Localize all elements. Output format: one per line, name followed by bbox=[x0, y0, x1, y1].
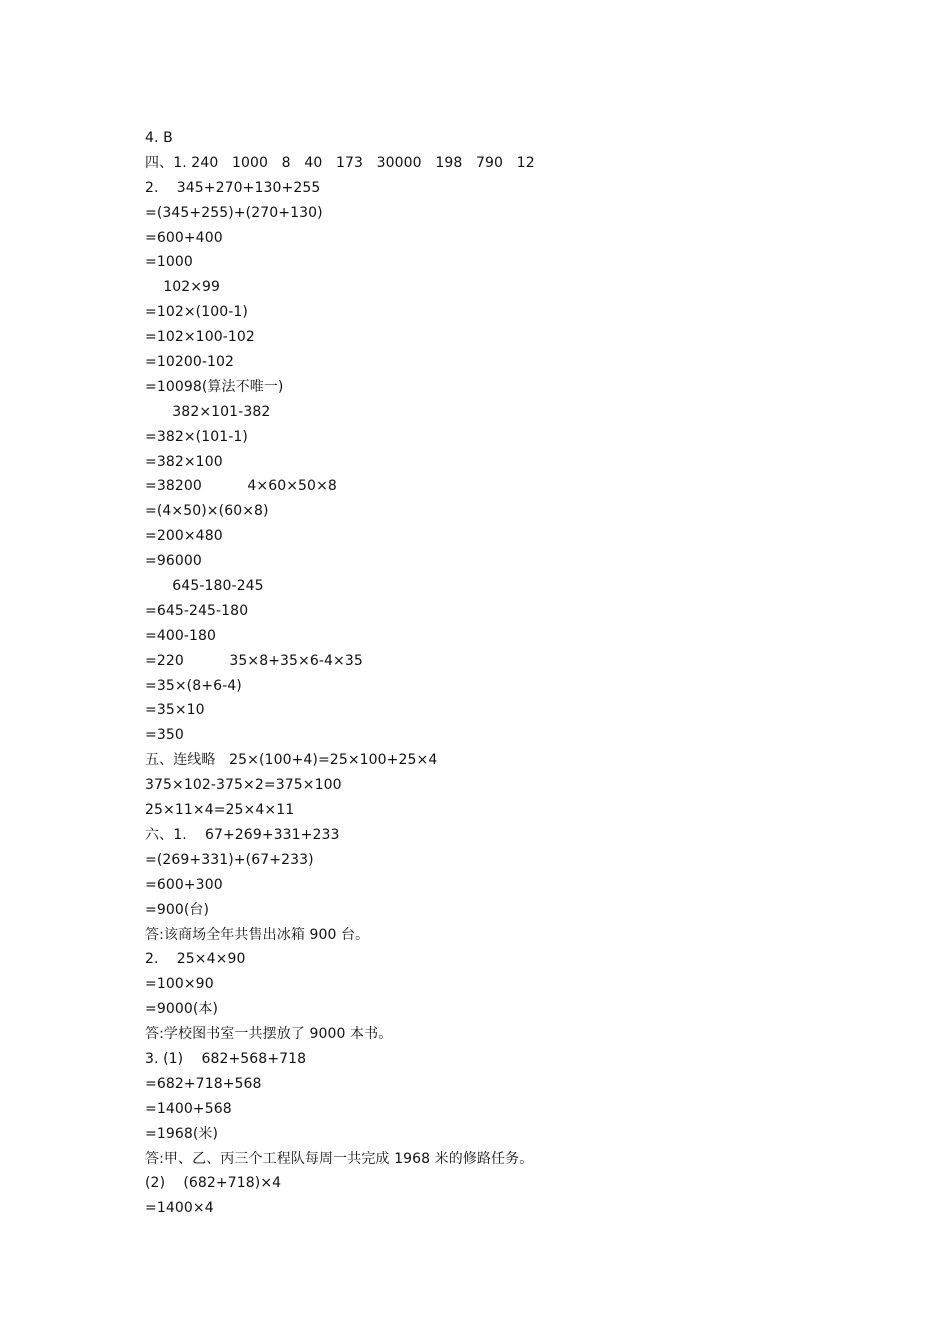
text-line: =10098(算法不唯一) bbox=[145, 378, 284, 395]
text-line: =200×480 bbox=[145, 528, 223, 545]
text-line: 五、连线略 25×(100+4)=25×100+25×4 bbox=[145, 752, 438, 769]
text-line: =600+300 bbox=[145, 876, 223, 893]
text-line: =38200 4×60×50×8 bbox=[145, 478, 337, 495]
text-line: 2. 25×4×90 bbox=[145, 951, 246, 968]
text-line: =102×100-102 bbox=[145, 329, 255, 346]
text-line: 2. 345+270+130+255 bbox=[145, 179, 321, 196]
text-line: 4. B bbox=[145, 130, 173, 146]
text-line: 3. (1) 682+568+718 bbox=[145, 1050, 307, 1067]
text-line: =(4×50)×(60×8) bbox=[145, 503, 269, 520]
text-line: 答:学校图书室一共摆放了 9000 本书。 bbox=[145, 1026, 393, 1043]
text-line: =350 bbox=[145, 727, 184, 744]
text-line: =1400+568 bbox=[145, 1100, 232, 1117]
text-line: 382×101-382 bbox=[145, 403, 271, 420]
text-line: =10200-102 bbox=[145, 354, 235, 371]
text-line: =9000(本) bbox=[145, 1001, 219, 1018]
text-line: =35×10 bbox=[145, 702, 205, 719]
text-line: =1968(米) bbox=[145, 1125, 219, 1142]
text-line: =100×90 bbox=[145, 976, 214, 993]
text-line: 375×102-375×2=375×100 bbox=[145, 777, 342, 794]
text-line: =1400×4 bbox=[145, 1200, 214, 1217]
text-line: =600+400 bbox=[145, 229, 223, 246]
text-line: =682+718+568 bbox=[145, 1075, 262, 1092]
text-line: 25×11×4=25×4×11 bbox=[145, 802, 295, 819]
text-line: =400-180 bbox=[145, 627, 217, 644]
text-line: =96000 bbox=[145, 553, 202, 570]
answer-text-block bbox=[145, 126, 865, 1221]
text-line: =900(台) bbox=[145, 901, 210, 918]
text-line: (2) (682+718)×4 bbox=[145, 1175, 282, 1192]
text-line: =1000 bbox=[145, 254, 193, 271]
text-line: 四、1. 240 1000 8 40 173 30000 198 790 12 bbox=[145, 154, 535, 171]
text-line: 答:甲、乙、丙三个工程队每周一共完成 1968 米的修路任务。 bbox=[145, 1150, 534, 1167]
text-line: =(345+255)+(270+130) bbox=[145, 204, 323, 221]
text-line: =645-245-180 bbox=[145, 602, 249, 619]
text-line: =(269+331)+(67+233) bbox=[145, 851, 314, 868]
text-line: =382×(101-1) bbox=[145, 428, 248, 445]
text-line: =382×100 bbox=[145, 453, 223, 470]
text-line: =220 35×8+35×6-4×35 bbox=[145, 652, 363, 669]
text-line: =35×(8+6-4) bbox=[145, 677, 242, 694]
text-line: 102×99 bbox=[145, 279, 221, 296]
text-line: =102×(100-1) bbox=[145, 304, 248, 321]
text-line: 答:该商场全年共售出冰箱 900 台。 bbox=[145, 926, 370, 943]
text-line: 六、1. 67+269+331+233 bbox=[145, 826, 340, 843]
text-line: 645-180-245 bbox=[145, 578, 264, 595]
